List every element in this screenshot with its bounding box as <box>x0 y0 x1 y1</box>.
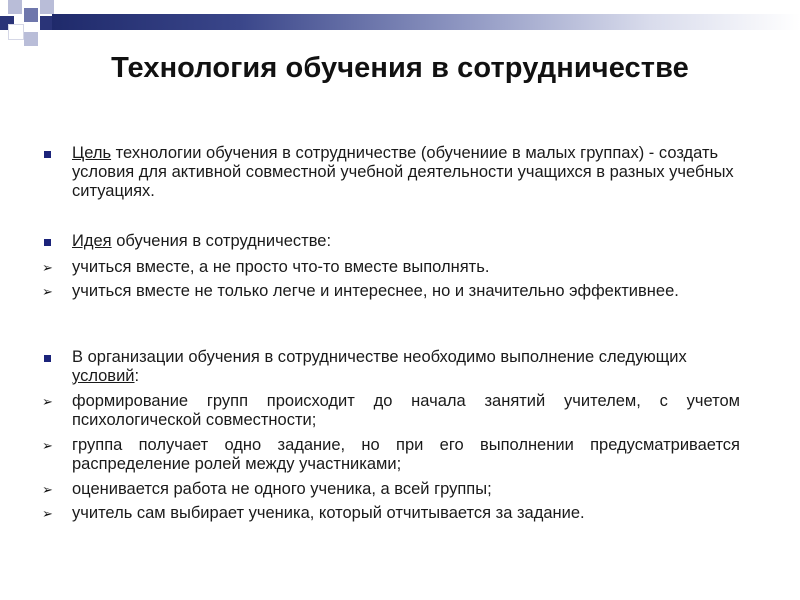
list-item <box>40 348 740 386</box>
list-item <box>40 144 740 201</box>
list-item-text <box>72 232 740 251</box>
square-bullet-icon <box>44 239 51 246</box>
decor-square <box>24 32 38 46</box>
item-text: учиться вместе, а не просто что-то вместе выполнять. <box>72 258 490 276</box>
decor-square <box>24 8 38 22</box>
header-bar <box>52 14 800 30</box>
square-bullet-icon <box>44 151 51 158</box>
list-item <box>40 436 740 474</box>
list-item <box>40 282 740 301</box>
list-item <box>40 504 740 523</box>
list-item <box>40 480 740 499</box>
list-item <box>40 258 740 277</box>
list-item <box>40 232 740 251</box>
underlined-term: условий <box>72 367 135 385</box>
decor-square <box>40 0 54 14</box>
list-item-text <box>72 144 740 201</box>
arrow-bullet-icon: ➢ <box>42 506 53 521</box>
slide-title: Технология обучения в сотрудничестве <box>111 52 689 84</box>
item-text: : <box>134 367 140 385</box>
item-text: учитель сам выбирает ученика, который отчитывается за задание. <box>72 504 585 522</box>
item-text: обучения в сотрудничестве: <box>111 232 332 250</box>
arrow-bullet-icon: ➢ <box>42 394 53 409</box>
item-text: В организации обучения в сотрудничестве необходимо выполнение следующих <box>72 348 687 366</box>
item-text: оценивается работа не одного ученика, а всей группы; <box>72 480 492 498</box>
arrow-bullet-icon: ➢ <box>42 438 53 453</box>
item-text: технологии обучения в сотрудничестве (обучениие в малых группах) - создать условия для активной совместной учебной деятельности учащихся в разных учебных ситуациях. <box>72 144 734 200</box>
decor-square <box>8 24 24 40</box>
list-item-text <box>72 348 740 386</box>
item-text: группа получает одно задание, но при его выполнении предусматривается распределение ролей между участниками; <box>72 436 740 473</box>
decor-square <box>8 0 22 14</box>
item-text: учиться вместе не только легче и интереснее, но и значительно эффективнее. <box>72 282 679 300</box>
item-text: формирование групп происходит до начала занятий учителем, с учетом психологической совместности; <box>72 392 740 429</box>
underlined-term: Цель <box>72 144 112 162</box>
arrow-bullet-icon: ➢ <box>42 284 53 299</box>
arrow-bullet-icon: ➢ <box>42 260 53 275</box>
square-bullet-icon <box>44 355 51 362</box>
underlined-term: Идея <box>72 232 112 250</box>
list-item <box>40 392 740 430</box>
arrow-bullet-icon: ➢ <box>42 482 53 497</box>
